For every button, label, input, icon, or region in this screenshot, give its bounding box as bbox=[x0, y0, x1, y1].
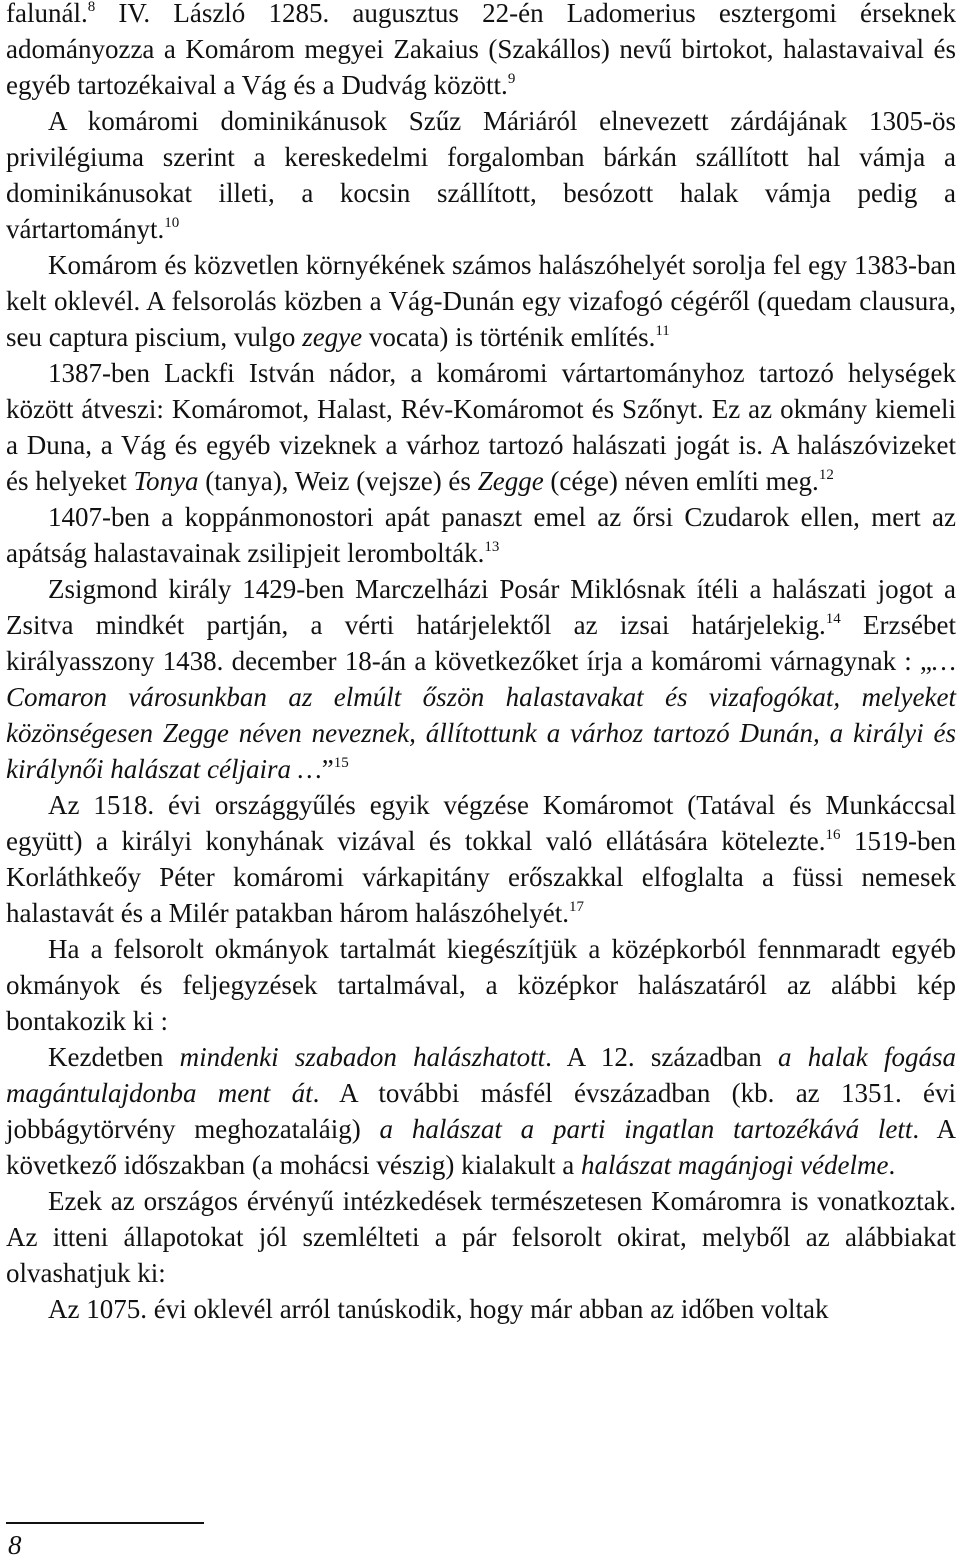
italic-text: a halászat a parti ingatlan tartozékává lett bbox=[379, 1114, 913, 1144]
italic-text: mindenki szabadon halászhatott bbox=[179, 1042, 546, 1072]
text-run: falunál. bbox=[6, 0, 88, 28]
text-run: Erzsébet királyasszony 1438. december 18-án a következőket írja a komáromi várnagynak : „ bbox=[6, 610, 956, 676]
text-run: (cége) néven említi meg. bbox=[543, 466, 819, 496]
paragraph bbox=[6, 355, 956, 499]
paragraph bbox=[6, 931, 956, 1039]
text-run: . A következő időszakban (a mohácsi vészig) kialakult a bbox=[6, 1114, 956, 1180]
paragraph bbox=[6, 103, 956, 247]
italic-text: Zegge bbox=[477, 466, 544, 496]
text-run: 1519-ben Korláthkeőy Péter komáromi várkapitány erőszakkal elfoglalta a füssi nemesek halastavát és a Milér patakban három halászóhelyét. bbox=[6, 826, 956, 928]
footnote-ref: 14 bbox=[825, 611, 841, 627]
text-run: ” bbox=[321, 754, 334, 784]
paragraph bbox=[6, 0, 956, 103]
footnote-ref: 17 bbox=[569, 899, 585, 915]
text-run: . A további másfél évszázadban (kb. az 1351. évi jobbágytörvény meghozataláig) bbox=[6, 1078, 956, 1144]
footnote-ref: 12 bbox=[818, 467, 834, 483]
text-run: Komárom és közvetlen környékének számos halászóhelyét sorolja fel egy 1383-ban kelt oklevél. A felsorolás közben a Vág-Dunán egy vizafogó cégéről (quedam clausura, seu captura piscium, vulgo bbox=[6, 250, 956, 352]
footnote-separator-rule bbox=[6, 1522, 204, 1524]
text-run: Az 1075. évi oklevél arról tanúskodik, hogy már abban az időben voltak bbox=[48, 1294, 829, 1324]
italic-text: halászat magánjogi védelme bbox=[581, 1150, 889, 1180]
paragraph bbox=[6, 247, 956, 355]
text-run: . A 12. században bbox=[545, 1042, 779, 1072]
italic-text: Tonya bbox=[133, 466, 199, 496]
paragraph bbox=[6, 1291, 956, 1327]
page-number: 8 bbox=[8, 1530, 22, 1560]
footnote-ref: 13 bbox=[484, 539, 500, 555]
paragraph bbox=[6, 1039, 956, 1183]
text-run: Kezdetben bbox=[48, 1042, 180, 1072]
italic-text: a halak fogása magántulajdonba ment át bbox=[6, 1042, 957, 1108]
body-text bbox=[6, 0, 956, 1327]
text-run: Zsigmond király 1429-ben Marczelházi Posár Miklósnak ítéli a halászati jogot a Zsitva mindkét partján, a vérti határjelektől az izsai határjelekig. bbox=[6, 574, 956, 640]
text-run: . bbox=[888, 1150, 896, 1180]
text-run: Ha a felsorolt okmányok tartalmát kiegészítjük a középkorból fennmaradt egyéb okmányok és feljegyzések tartalmával, a középkor halászatáról az alábbi kép bontakozik ki : bbox=[6, 934, 956, 1036]
footnote-ref: 16 bbox=[825, 827, 841, 843]
footnote-ref: 11 bbox=[655, 323, 670, 339]
footnote-ref: 10 bbox=[164, 215, 180, 231]
paragraph bbox=[6, 787, 956, 931]
footnote-ref: 9 bbox=[507, 71, 516, 87]
paragraph bbox=[6, 1183, 956, 1291]
text-run: (tanya), Weiz (vejsze) és bbox=[198, 466, 478, 496]
italic-text: zegye bbox=[302, 322, 363, 352]
text-run: Ezek az országos érvényű intézkedések természetesen Komáromra is vonatkoztak. Az itteni állapotokat jól szemlélteti a pár felsorolt okirat, melyből az alábbiakat olvashatjuk ki: bbox=[6, 1186, 956, 1288]
text-run: Az 1518. évi országgyűlés egyik végzése Komáromot (Tatával és Munkáccsal együtt) a királyi konyhának vizával és tokkal való ellátására kötelezte. bbox=[6, 790, 956, 856]
footnote-ref: 8 bbox=[87, 0, 96, 15]
italic-text: …Comaron városunkban az elmúlt őszön halastavakat és vizafogókat, melyeket közönségesen Zegge néven neveznek, állítottunk a várhoz tartozó Dunán, a királyi és királynői halászat céljaira … bbox=[6, 646, 956, 784]
text-run: vocata) is történik említés. bbox=[362, 322, 656, 352]
text-run: 1387-ben Lackfi István nádor, a komáromi vártartományhoz tartozó helységek között átveszi: Komáromot, Halast, Rév-Komáromot és Szőnyt. Ez az okmány kiemeli a Duna, a Vág és egyéb vizeknek a várhoz tartozó halászati jogát is. A halászóvizeket és helyeket bbox=[6, 358, 956, 496]
text-run: 1407-ben a koppánmonostori apát panaszt emel az őrsi Czudarok ellen, mert az apátság halastavainak zsilipjeit lerombolták. bbox=[6, 502, 956, 568]
text-run: IV. László 1285. augusztus 22-én Ladomerius esztergomi érseknek adományozza a Komárom megyei Zakaius (Szakállos) nevű birtokot, halastavaival és egyéb tartozékaival a Vág és a Dudvág között. bbox=[6, 0, 956, 100]
paragraph bbox=[6, 499, 956, 571]
paragraph bbox=[6, 571, 956, 787]
text-run: A komáromi dominikánusok Szűz Máriáról elnevezett zárdájának 1305-ös privilégiuma szerint a kereskedelmi forgalomban bárkán szállított hal vámja a dominikánusokat illeti, a kocsin szállított, besózott halak vámja pedig a vártartományt. bbox=[6, 106, 956, 244]
footnote-ref: 15 bbox=[333, 755, 349, 771]
